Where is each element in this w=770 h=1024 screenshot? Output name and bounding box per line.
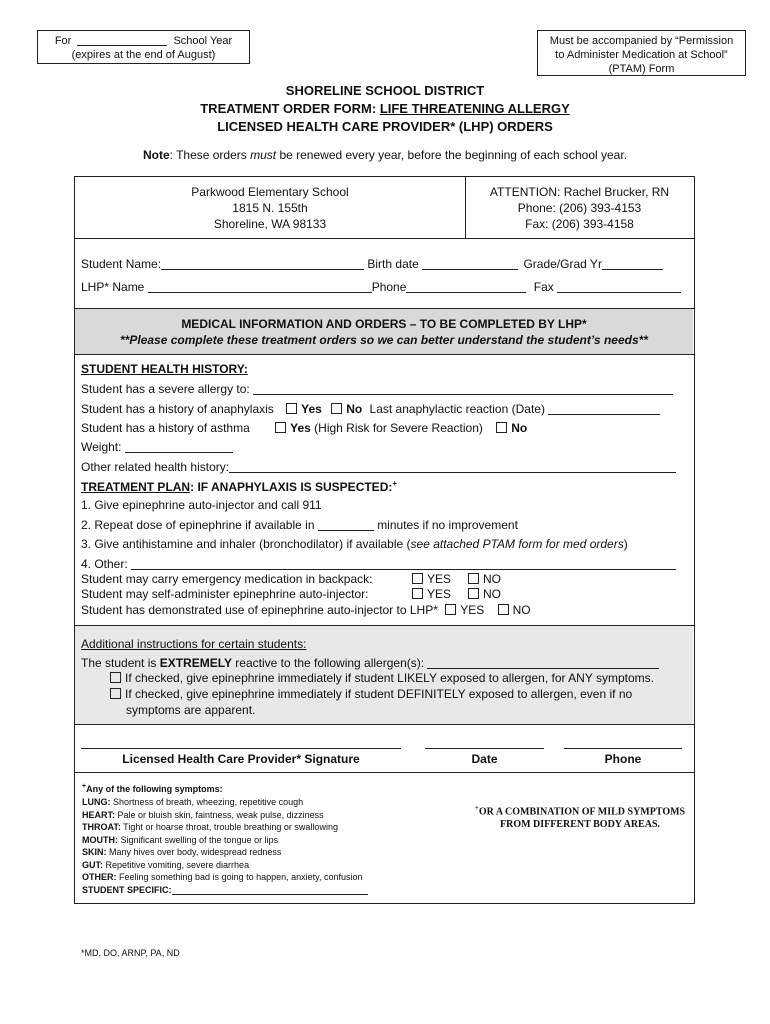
carry-yes-checkbox[interactable] xyxy=(412,573,423,584)
treatment-step-4: 4. Other: xyxy=(81,557,676,571)
symptom-skin: SKIN: Many hives over body, widespread redness xyxy=(82,847,282,857)
self-admin-yes-checkbox[interactable] xyxy=(412,588,423,599)
asthma-yes-checkbox[interactable] xyxy=(275,422,286,433)
lhp-name-row: LHP* Name Phone Fax xyxy=(81,280,681,294)
row-divider xyxy=(74,772,694,773)
allergen-field[interactable] xyxy=(427,657,659,669)
row-divider xyxy=(74,724,694,725)
self-admin-yes-option: YES xyxy=(412,587,451,601)
page-title xyxy=(0,82,770,136)
self-admin-no-option: NO xyxy=(468,587,501,601)
combination-line-1: +OR A COMBINATION OF MILD SYMPTOMS xyxy=(474,804,686,818)
ptam-notice-box xyxy=(537,30,746,76)
medical-header-subtitle: **Please complete these treatment orders so we can better understand the student’s needs** xyxy=(120,333,648,347)
anaphylaxis-no-checkbox[interactable] xyxy=(331,403,342,414)
signature-phone-line[interactable] xyxy=(564,748,682,749)
medical-header-title: MEDICAL INFORMATION AND ORDERS – TO BE COMPLETED BY LHP* xyxy=(181,317,587,331)
nurse-phone: Phone: (206) 393-4153 xyxy=(517,201,642,215)
lhp-name-field[interactable] xyxy=(148,281,372,293)
likely-exposed-row: If checked, give epinephrine immediately if student LIKELY exposed to allergen, for ANY symptoms. xyxy=(110,671,654,685)
school-name: Parkwood Elementary School xyxy=(191,185,349,199)
district-name: SHORELINE SCHOOL DISTRICT xyxy=(285,83,485,98)
signature-line[interactable] xyxy=(81,748,401,749)
symptom-gut: GUT: Repetitive vomiting, severe diarrhea xyxy=(82,860,250,870)
allergy-field[interactable] xyxy=(253,383,673,395)
likely-exposed-checkbox[interactable] xyxy=(110,672,121,683)
health-history-heading: STUDENT HEALTH HISTORY: xyxy=(81,362,248,376)
anaphylaxis-yes-checkbox[interactable] xyxy=(286,403,297,414)
lhp-fax-field[interactable] xyxy=(557,281,681,293)
school-year-field[interactable] xyxy=(77,34,167,46)
ptam-line-3: (PTAM) Form xyxy=(608,63,675,75)
carry-no-checkbox[interactable] xyxy=(468,573,479,584)
symptoms-title: +Any of the following symptoms: xyxy=(82,783,223,794)
birth-date-field[interactable] xyxy=(422,258,518,270)
footnote: *MD, DO, ARNP, PA, ND xyxy=(81,948,180,958)
carry-medication-row: Student may carry emergency medication in backpack: YES NO xyxy=(81,572,501,586)
symptom-throat: THROAT: Tight or hoarse throat, trouble breathing or swallowing xyxy=(82,822,338,832)
grade-field[interactable] xyxy=(602,258,663,270)
definitely-exposed-row: If checked, give epinephrine immediately if student DEFINITELY exposed to allergen, even if no xyxy=(110,687,632,701)
student-name-row: Student Name: Birth date Grade/Grad Yr xyxy=(81,257,663,271)
asthma-no-checkbox[interactable] xyxy=(496,422,507,433)
date-label: Date xyxy=(471,752,498,766)
definitely-exposed-checkbox[interactable] xyxy=(110,688,121,699)
extremely-reactive-row: The student is EXTREMELY reactive to the following allergen(s): xyxy=(81,656,659,670)
repeat-dose-minutes-field[interactable] xyxy=(318,519,374,531)
symptom-lung: LUNG: Shortness of breath, wheezing, repetitive cough xyxy=(82,797,304,807)
row-divider xyxy=(74,238,694,239)
combination-line-2: FROM DIFFERENT BODY AREAS. xyxy=(499,819,660,831)
last-reaction-date-field[interactable] xyxy=(548,403,660,415)
combination-note xyxy=(460,802,700,831)
treatment-step-3: 3. Give antihistamine and inhaler (bronchodilator) if available (see attached PTAM form for med orders) xyxy=(81,537,628,551)
demonstrated-no-checkbox[interactable] xyxy=(498,604,509,615)
demonstrated-use-row: Student has demonstrated use of epinephrine auto-injector to LHP* YES NO xyxy=(81,603,531,617)
lhp-phone-field[interactable] xyxy=(406,281,526,293)
school-address: 1815 N. 155th xyxy=(232,201,308,215)
school-city: Shoreline, WA 98133 xyxy=(213,217,327,231)
symptom-mouth: MOUTH: Significant swelling of the tongue or lips xyxy=(82,835,279,845)
treatment-step-2: 2. Repeat dose of epinephrine if available in minutes if no improvement xyxy=(81,518,518,532)
expiration-note: (expires at the end of August) xyxy=(71,49,216,61)
weight-row: Weight: xyxy=(81,440,233,454)
form-title: TREATMENT ORDER FORM: LIFE THREATENING ALLERGY xyxy=(200,101,570,116)
self-admin-no-checkbox[interactable] xyxy=(468,588,479,599)
medical-header xyxy=(75,309,693,354)
asthma-row: Student has a history of asthma Yes (High Risk for Severe Reaction) No xyxy=(81,421,528,435)
weight-field[interactable] xyxy=(125,441,233,453)
row-divider xyxy=(74,354,694,355)
severe-allergy-row: Student has a severe allergy to: xyxy=(81,382,673,396)
definitely-exposed-row-cont: symptoms are apparent. xyxy=(126,703,256,717)
treatment-step-1: 1. Give epinephrine auto-injector and call 911 xyxy=(81,498,322,512)
ptam-line-1: Must be accompanied by “Permission xyxy=(549,35,734,47)
form-subtitle: LICENSED HEALTH CARE PROVIDER* (LHP) ORDERS xyxy=(217,119,553,134)
phone-label: Phone xyxy=(604,752,642,766)
carry-no-option: NO xyxy=(468,572,501,586)
demonstrated-yes-checkbox[interactable] xyxy=(445,604,456,615)
nurse-fax: Fax: (206) 393-4158 xyxy=(525,217,634,231)
signature-date-line[interactable] xyxy=(425,748,544,749)
renewal-note: Note: These orders must be renewed every year, before the beginning of each school year. xyxy=(142,148,628,162)
student-name-field[interactable] xyxy=(161,258,364,270)
other-history-row: Other related health history: xyxy=(81,460,676,474)
school-info xyxy=(75,184,465,232)
other-treatment-field[interactable] xyxy=(131,558,676,570)
nurse-contact xyxy=(466,184,693,232)
symptom-heart: HEART: Pale or bluish skin, faintness, weak pulse, dizziness xyxy=(82,810,324,820)
symptom-other: OTHER: Feeling something bad is going to happen, anxiety, confusion xyxy=(82,872,363,882)
school-year-line: For School Year xyxy=(54,35,233,47)
symptom-student-specific: STUDENT SPECIFIC: xyxy=(82,884,368,897)
additional-heading: Additional instructions for certain students: xyxy=(81,637,307,651)
attention-name: ATTENTION: Rachel Brucker, RN xyxy=(489,185,670,199)
signature-label: Licensed Health Care Provider* Signature xyxy=(122,752,360,766)
carry-yes-option: YES xyxy=(412,572,451,586)
self-administer-row: Student may self-administer epinephrine auto-injector: YES NO xyxy=(81,587,501,601)
ptam-line-2: to Administer Medication at School” xyxy=(555,49,728,61)
other-history-field[interactable] xyxy=(229,461,676,473)
student-specific-field[interactable] xyxy=(172,885,368,895)
anaphylaxis-row: Student has a history of anaphylaxis Yes No Last anaphylactic reaction (Date) xyxy=(81,402,660,416)
school-year-box xyxy=(37,30,250,64)
treatment-plan-heading: TREATMENT PLAN: IF ANAPHYLAXIS IS SUSPECTED:+ xyxy=(81,479,398,494)
